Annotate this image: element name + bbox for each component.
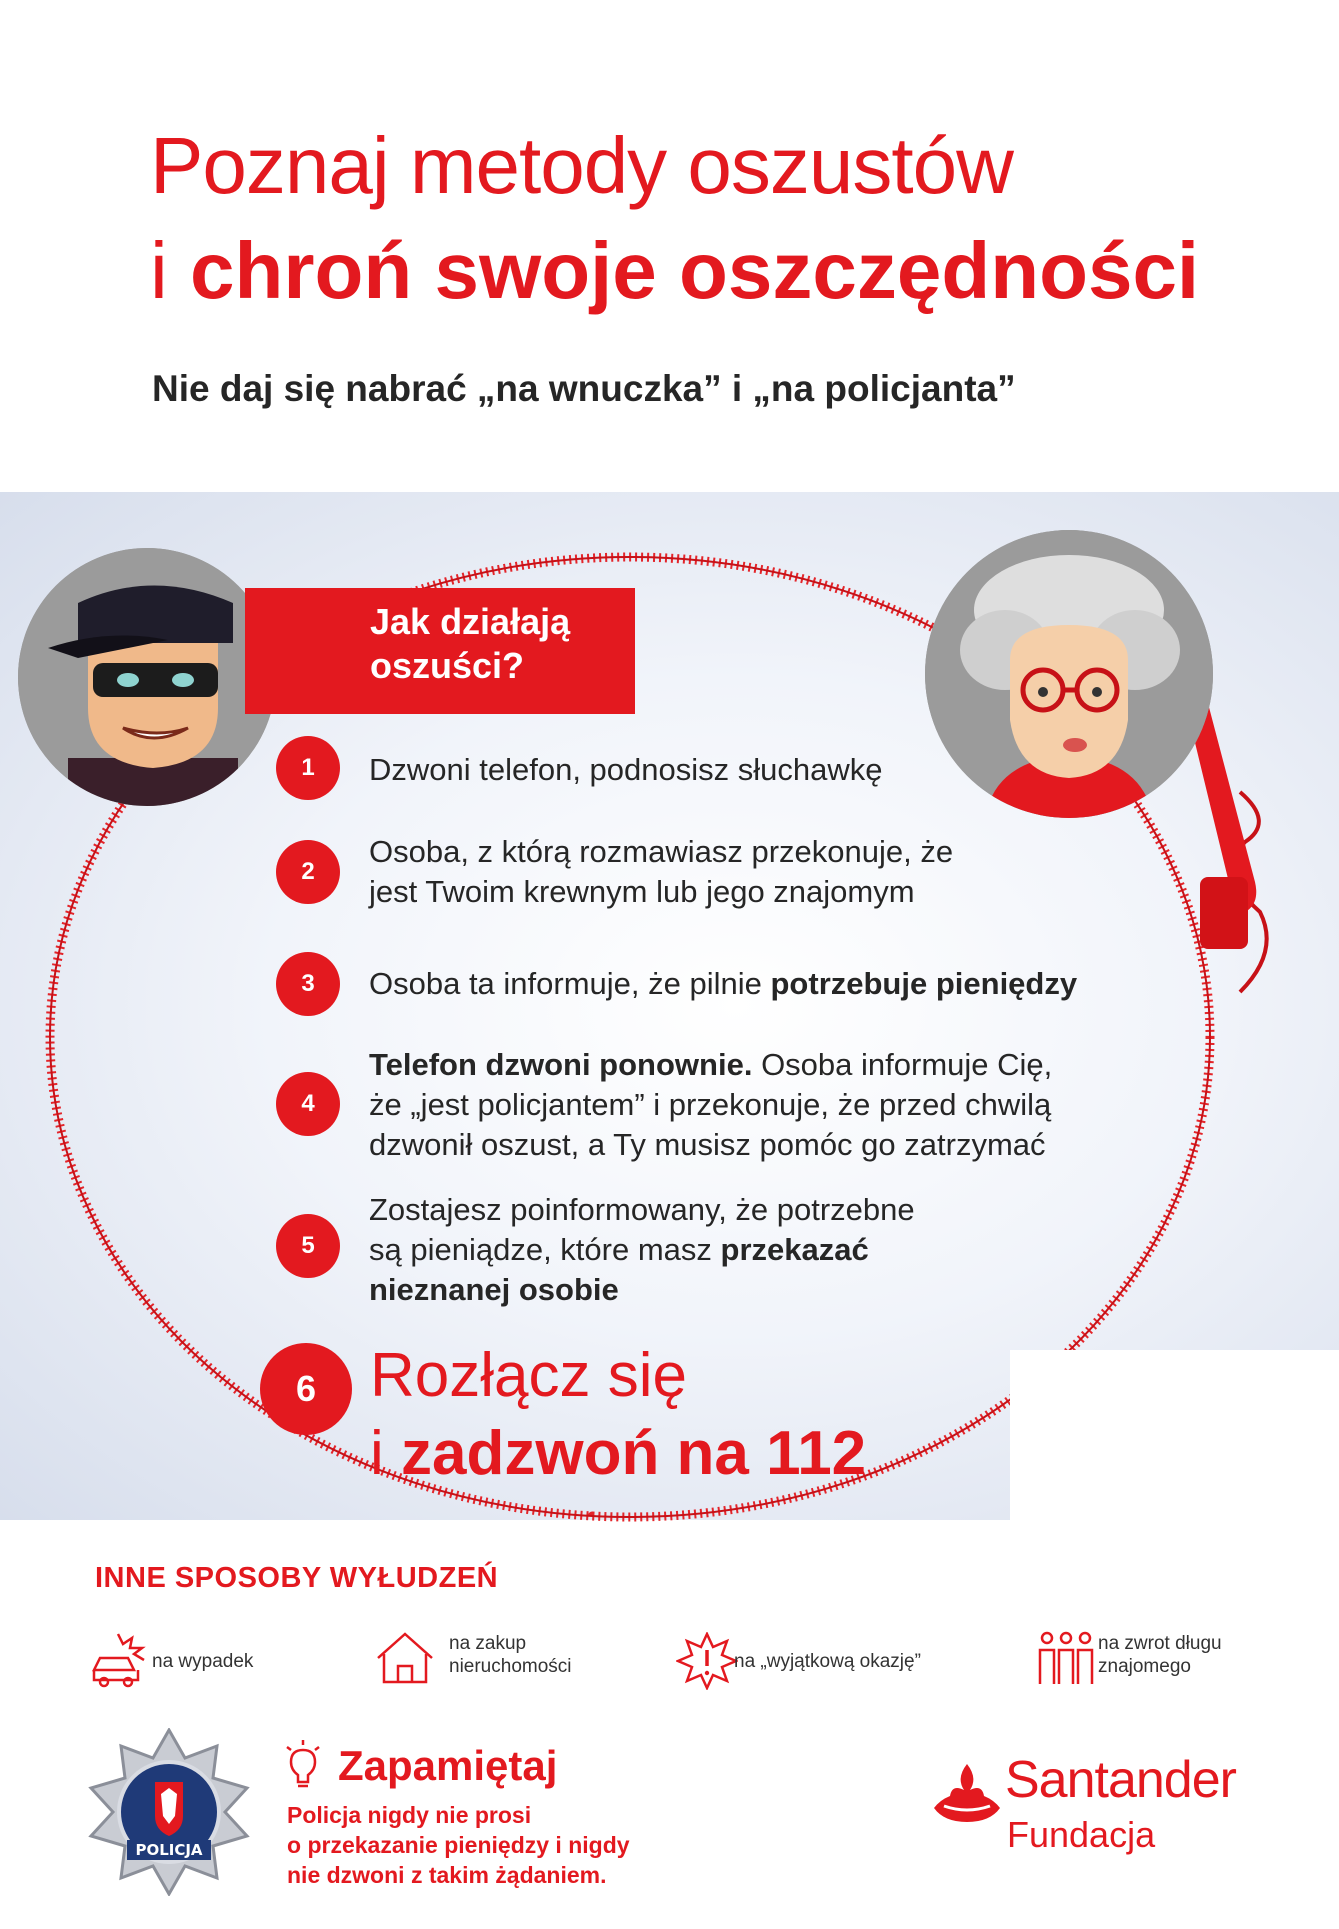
way-line: na zwrot długu xyxy=(1098,1633,1222,1654)
final-bold: zadzwoń na 112 xyxy=(401,1419,867,1488)
grandma-avatar xyxy=(925,530,1213,818)
police-line: o przekazanie pieniędzy i nigdy xyxy=(287,1832,630,1858)
step-line: Dzwoni telefon, podnosisz słuchawkę xyxy=(369,752,883,787)
alert-burst-icon xyxy=(676,1632,738,1690)
grandma-icon xyxy=(925,530,1213,818)
way-label xyxy=(734,1650,921,1673)
step-line: jest Twoim krewnym lub jego znajomym xyxy=(369,874,915,909)
police-badge-logo xyxy=(85,1728,253,1896)
thief-avatar xyxy=(18,548,276,806)
step-bold: potrzebuje pieniędzy xyxy=(770,966,1078,1001)
police-note xyxy=(287,1800,630,1890)
way-line: na zakup xyxy=(449,1633,527,1654)
step-line: że „jest policjantem” i przekonuje, że przed chwilą xyxy=(369,1087,1052,1122)
final-line1: Rozłącz się xyxy=(370,1341,687,1410)
step-bold: nieznanej osobie xyxy=(369,1272,619,1307)
step-number: 4 xyxy=(276,1072,340,1136)
final-line2 xyxy=(370,1418,866,1489)
police-line: nie dzwoni z takim żądaniem. xyxy=(287,1862,607,1888)
step-bold: Telefon dzwoni ponownie. xyxy=(369,1047,753,1082)
badge-text: POLICJA xyxy=(135,1841,203,1859)
how-heading xyxy=(370,600,570,688)
house-icon xyxy=(374,1628,436,1686)
step-number: 2 xyxy=(276,840,340,904)
step-5-text xyxy=(369,1190,915,1310)
step-line: dzwonił oszust, a Ty musisz pomóc go zatrzymać xyxy=(369,1127,1046,1162)
police-line: Policja nigdy nie prosi xyxy=(287,1802,532,1828)
brand-name: Santander xyxy=(1005,1751,1236,1809)
step-line: Osoba ta informuje, że pilnie xyxy=(369,966,771,1001)
way-label xyxy=(152,1650,253,1673)
how-line2: oszuści? xyxy=(370,645,525,686)
way-label xyxy=(1098,1632,1222,1678)
brand-sub: Fundacja xyxy=(1007,1814,1156,1855)
step-line: Osoba, z którą rozmawiasz przekonuje, że xyxy=(369,834,954,869)
title-prefix: i xyxy=(150,226,168,315)
how-line1: Jak działają xyxy=(370,601,571,642)
way-label xyxy=(449,1632,572,1678)
remember-title: Zapamiętaj xyxy=(338,1742,558,1789)
title-bold: chroń swoje oszczędności xyxy=(190,226,1200,315)
step-3-text xyxy=(369,964,1077,1004)
way-line: nieruchomości xyxy=(449,1656,572,1677)
step-number: 5 xyxy=(276,1214,340,1278)
step-line: Osoba informuje Cię, xyxy=(752,1047,1053,1082)
step-4-text xyxy=(369,1045,1052,1165)
step-number: 3 xyxy=(276,952,340,1016)
way-line: na „wyjątkową okazję” xyxy=(734,1651,921,1672)
step-2-text xyxy=(369,832,953,912)
way-line: znajomego xyxy=(1098,1656,1191,1677)
other-ways-heading: INNE SPOSOBY WYŁUDZEŃ xyxy=(95,1562,499,1594)
people-icon xyxy=(1035,1630,1097,1688)
subtitle: Nie daj się nabrać „na wnuczka” i „na policjanta” xyxy=(152,368,1016,409)
lightbulb-icon xyxy=(283,1740,323,1792)
step-line: Zostajesz poinformowany, że potrzebne xyxy=(369,1192,915,1227)
thief-icon xyxy=(18,548,276,806)
page-title-line1: Poznaj metody oszustów xyxy=(150,121,1013,210)
car-crash-icon xyxy=(90,1630,152,1688)
page-title-line2 xyxy=(150,225,1199,317)
step-number: 1 xyxy=(276,736,340,800)
way-line: na wypadek xyxy=(152,1651,254,1672)
final-prefix: i xyxy=(370,1419,401,1488)
step-line: są pieniądze, które masz xyxy=(369,1232,721,1267)
step-bold: przekazać xyxy=(720,1232,869,1267)
step-number-final: 6 xyxy=(260,1343,352,1435)
panel-blank-corner xyxy=(1010,1350,1339,1522)
santander-flame-logo xyxy=(930,1762,1004,1822)
step-1-text xyxy=(369,750,883,790)
